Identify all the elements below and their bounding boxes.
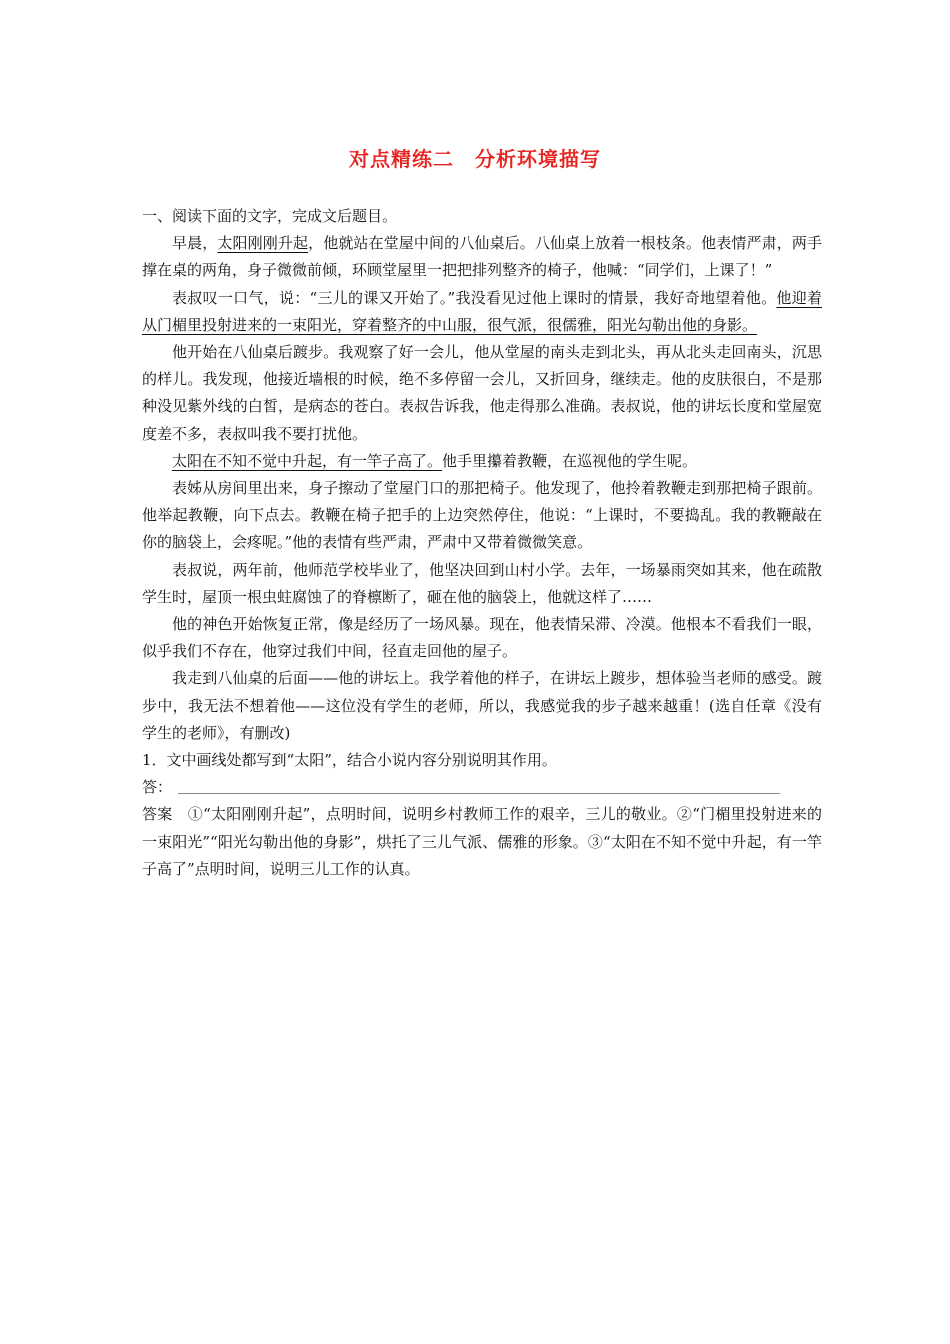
underlined-sun-phrase-2: 他迎着从门楣里投射进来的一束阳光，穿着整齐的中山服，很气派，很儒雅，阳光勾勒出他的身影。: [142, 288, 822, 334]
p1-text-2: ，他就站在堂屋中间的八仙桌后。八仙桌上放着一根枝条。他表情严肃，两手撑在桌的两角，身子微微前倾，环顾堂屋里一把把排列整齐的椅子，他喊：“同学们，上课了！”: [142, 234, 822, 280]
answer-prompt: 答：: [142, 778, 173, 797]
p4-text-1: 他手里攥着教鞭，在巡视他的学生呢。: [442, 451, 698, 470]
p1-text-1: 早晨，: [172, 234, 218, 253]
passage-paragraph-4: [142, 448, 822, 475]
passage-paragraph-8: 我走到八仙桌的后面——他的讲坛上。我学着他的样子，在讲坛上踱步，想体验当老师的感受。踱步中，我无法不想着他——这位没有学生的老师，所以，我感觉我的步子越来越重！(选自任章《没有学生的老师》，有删改): [142, 669, 822, 742]
underlined-sun-phrase-1: 太阳刚刚升起: [217, 234, 309, 253]
answer-line: [142, 774, 822, 801]
passage-paragraph-7: 他的神色开始恢复正常，像是经历了一场风暴。现在，他表情呆滞、冷漠。他根本不看我们一眼，似乎我们不存在，他穿过我们中间，径直走回他的屋子。: [142, 615, 822, 661]
question-1: 1．文中画线处都写到“太阳”，结合小说内容分别说明其作用。: [142, 751, 557, 770]
document-body: [142, 203, 822, 883]
passage-paragraph-1: [142, 230, 822, 284]
passage-paragraph-6: 表叔说，两年前，他师范学校毕业了，他坚决回到山村小学。去年，一场暴雨突如其来，他在疏散学生时，屋顶一根虫蛀腐蚀了的脊檩断了，砸在他的脑袋上，他就这样了……: [142, 560, 822, 606]
p2-text-1: 表叔叹一口气，说：“三儿的课又开始了。”我没看见过他上课时的情景，我好奇地望着他。: [172, 288, 777, 307]
page-title: 对点精练二 分析环境描写: [349, 147, 601, 171]
answer-text: 答案 ①“太阳刚刚升起”，点明时间，说明乡村教师工作的艰辛，三儿的敬业。②“门楣里投射进来的一束阳光”“阳光勾勒出他的身影”，烘托了三儿气派、儒雅的形象。③“太阳在不知不觉中升起，有一竿子高了”点明时间，说明三儿工作的认真。: [142, 805, 822, 878]
passage-paragraph-5: 表姊从房间里出来，身子擦动了堂屋门口的那把椅子。他发现了，他拎着教鞭走到那把椅子跟前。他举起教鞭，向下点去。教鞭在椅子把手的上边突然停住，他说：“上课时，不要捣乱。我的教鞭敲在你的脑袋上，会疼呢。”他的表情有些严肃，严肃中又带着微微笑意。: [142, 479, 822, 552]
underlined-sun-phrase-3: 太阳在不知不觉中升起，有一竿子高了。: [172, 451, 443, 470]
answer-blank[interactable]: [178, 793, 780, 794]
passage-paragraph-3: 他开始在八仙桌后踱步。我观察了好一会儿，他从堂屋的南头走到北头，再从北头走回南头，沉思的样儿。我发现，他接近墙根的时候，绝不多停留一会儿，又折回身，继续走。他的皮肤很白，不是那种没见紫外线的白皙，是病态的苍白。表叔告诉我，他走得那么准确。表叔说，他的讲坛长度和堂屋宽度差不多，表叔叫我不要打扰他。: [142, 343, 822, 443]
passage-paragraph-2: [142, 285, 822, 339]
section-heading: 一、阅读下面的文字，完成文后题目。: [142, 207, 398, 225]
